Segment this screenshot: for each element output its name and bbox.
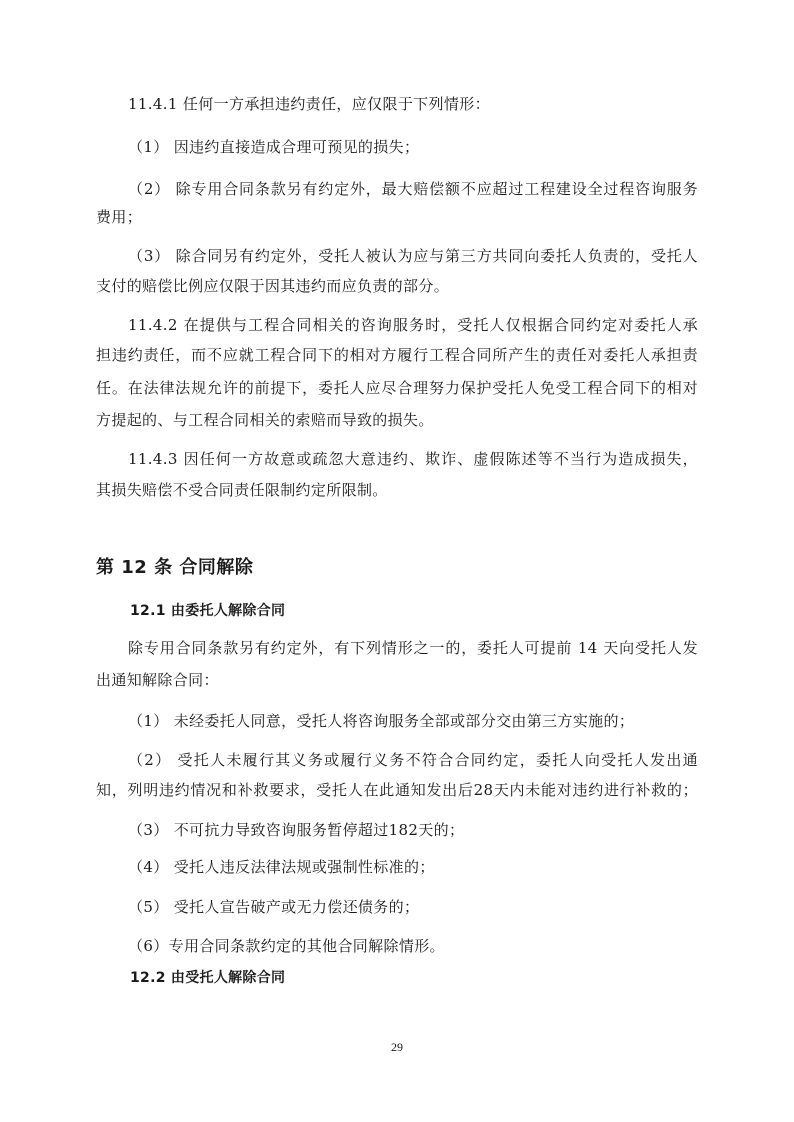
section-12-1-item-3: （3） 不可抗力导致咨询服务暂停超过182天的； <box>128 821 465 839</box>
clause-11-4-1-item-3-line-2: 支付的赔偿比例应仅限于因其违约而应负责的部分。 <box>96 277 450 295</box>
clause-11-4-1-item-2-line-2: 费用； <box>96 208 143 226</box>
section-12-1-item-2-line-2: 知，列明违约情况和补救要求，受托人在此通知发出后28天内未能对违约进行补救的； <box>96 781 698 799</box>
clause-11-4-1-item-2-line-1: （2） 除专用合同条款另有约定外，最大赔偿额不应超过工程建设全过程咨询服务 <box>128 180 698 198</box>
clause-11-4-2-line-1: 11.4.2 在提供与工程合同相关的咨询服务时，受托人仅根据合同约定对委托人承 <box>128 316 698 334</box>
section-12-1-item-2-line-1: （2） 受托人未履行其义务或履行义务不符合合同约定，委托人向受托人发出通 <box>128 751 698 769</box>
clause-11-4-1-item-3-line-1: （3） 除合同另有约定外，受托人被认为应与第三方共同向委托人负责的，受托人 <box>128 247 698 265</box>
page-number: 29 <box>391 1040 403 1054</box>
section-12-1-item-1: （1） 未经委托人同意，受托人将咨询服务全部或部分交由第三方实施的； <box>128 712 635 730</box>
section-12-1-item-5: （5） 受托人宣告破产或无力偿还债务的； <box>128 898 420 916</box>
clause-11-4-3-line-2: 其损失赔偿不受合同责任限制约定所限制。 <box>96 481 388 499</box>
clause-11-4-2-line-2: 担违约责任，而不应就工程合同下的相对方履行工程合同所产生的责任对委托人承担责 <box>96 346 698 364</box>
clause-11-4-2-line-3: 任。在法律法规允许的前提下，委托人应尽合理努力保护受托人免受工程合同下的相对 <box>96 379 698 397</box>
section-12-2-heading: 12.2 由受托人解除合同 <box>130 970 286 986</box>
clause-11-4-3-line-1: 11.4.3 因任何一方故意或疏忽大意违约、欺诈、虚假陈述等不当行为造成损失， <box>128 450 698 468</box>
clause-11-4-1-item-1: （1） 因违约直接造成合理可预见的损失； <box>128 138 420 156</box>
section-12-1-intro-line-1: 除专用合同条款另有约定外，有下列情形之一的，委托人可提前 14 天向受托人发 <box>128 639 698 657</box>
section-12-1-item-4: （4） 受托人违反法律法规或强制性标准的； <box>128 858 435 876</box>
article-12-heading: 第 12 条 合同解除 <box>96 557 254 578</box>
section-12-1-item-6: （6）专用合同条款约定的其他合同解除情形。 <box>128 937 445 955</box>
clause-11-4-2-line-4: 方提起的、与工程合同相关的索赔而导致的损失。 <box>96 411 434 429</box>
section-12-1-intro-line-2: 出通知解除合同： <box>96 671 219 689</box>
section-12-1-heading: 12.1 由委托人解除合同 <box>130 603 286 619</box>
clause-11-4-1: 11.4.1 任何一方承担违约责任，应仅限于下列情形： <box>128 95 490 113</box>
